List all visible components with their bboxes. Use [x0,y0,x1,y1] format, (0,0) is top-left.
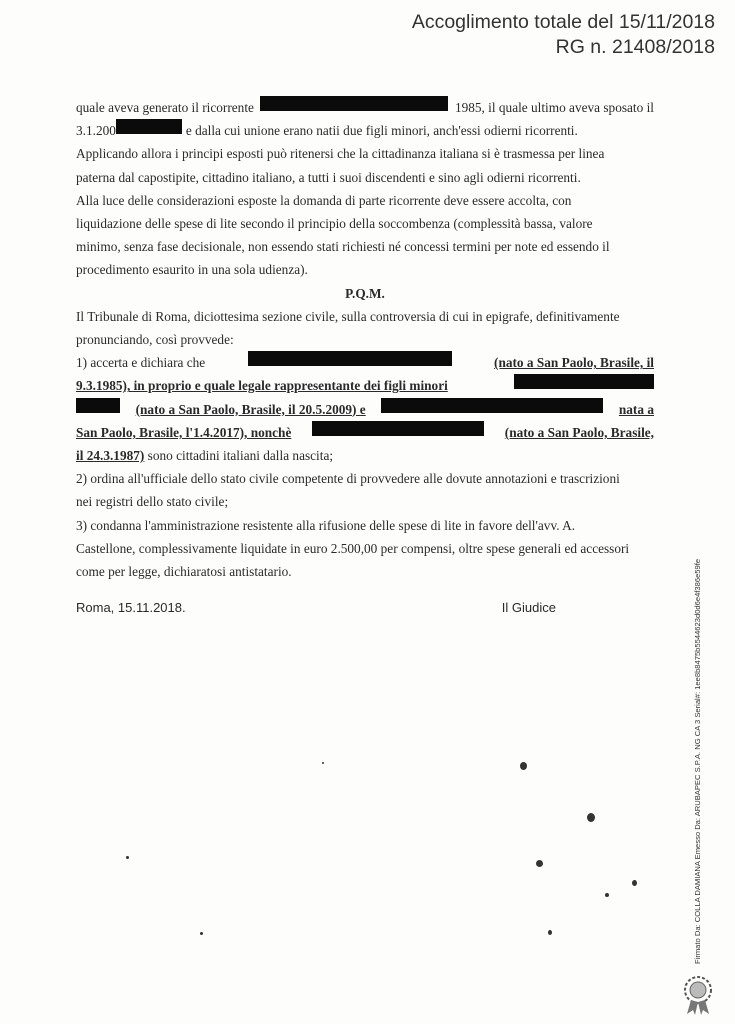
text-line: San Paolo, Brasile, l'1.4.2017), nonchè (nato a San Paolo, Brasile, [76,421,654,444]
case-number: RG n. 21408/2018 [555,36,715,58]
redaction [248,351,452,366]
place-date: Roma, 15.11.2018. [76,600,186,615]
document-header [412,10,715,60]
redaction [260,96,448,111]
text-line: come per legge, dichiaratosi antistatario. [76,564,292,580]
text-line: pronunciando, così provvede: [76,332,234,348]
digital-signature-stamp: Firmato Da: COLLA DAMIANA Emesso Da: ARUBAPEC S.P.A. NG CA 3 Serial#: 1ee8b8475b5544623d0d6e4f386e59fe [693,558,702,964]
text-line: quale aveva generato il ricorrente 1985, il quale ultimo aveva sposato il [76,96,654,119]
text-line: nei registri dello stato civile; [76,494,229,510]
text-line: 9.3.1985), in proprio e quale legale rappresentante dei figli minori [76,374,654,397]
text-line: Il Tribunale di Roma, diciottesima sezione civile, sulla controversia di cui in epigrafe, definitivamente [76,308,620,324]
text-line: 3.1.200 e dalla cui unione erano natii due figli minori, anch'essi odierni ricorrenti. [76,119,654,142]
text-line: procedimento esaurito in una sola udienza). [76,262,308,278]
text-line: il 24.3.1987) sono cittadini italiani dalla nascita; [76,448,334,464]
decision-status: Accoglimento totale del 15/11/2018 [411,11,715,33]
text-line: 1) accerta e dichiara che (nato a San Paolo, Brasile, il [76,351,654,374]
decision-body [76,96,654,583]
text-line: 3) condanna l'amministrazione resistente alla rifusione delle spese di lite in favore dell'avv. A. [76,517,576,533]
text-line: (nato a San Paolo, Brasile, il 20.5.2009) e nata a [76,398,654,421]
pqm-heading: P.Q.M. [345,285,385,301]
redaction [312,421,484,436]
redaction [381,398,603,413]
seal-icon [678,972,718,1016]
judge-label: Il Giudice [501,600,556,615]
text-line: paterna dal capostipite, cittadino italiano, a tutti i suoi discendenti e sino agli odierni ricorrenti. [76,169,581,185]
text-line: Applicando allora i principi esposti può ritenersi che la cittadinanza italiana si è trasmessa per linea [76,146,605,162]
redaction [514,374,654,389]
text-line: 2) ordina all'ufficiale dello stato civile competente di provvedere alle dovute annotazioni e trascrizioni [76,471,620,487]
text-line: Alla luce delle considerazioni esposte la domanda di parte ricorrente deve essere accolta, con [76,192,572,208]
text-line: Castellone, complessivamente liquidate in euro 2.500,00 per compensi, oltre spese generali ed accessori [76,540,630,556]
redaction [116,119,182,134]
redaction [76,398,120,413]
signature-row [76,600,556,615]
text-line: liquidazione delle spese di lite secondo il principio della soccombenza (complessità bassa, valore [76,216,593,232]
text-line: minimo, senza fase decisionale, non essendo stati richiesti né concessi termini per note ed essendo il [76,239,610,255]
